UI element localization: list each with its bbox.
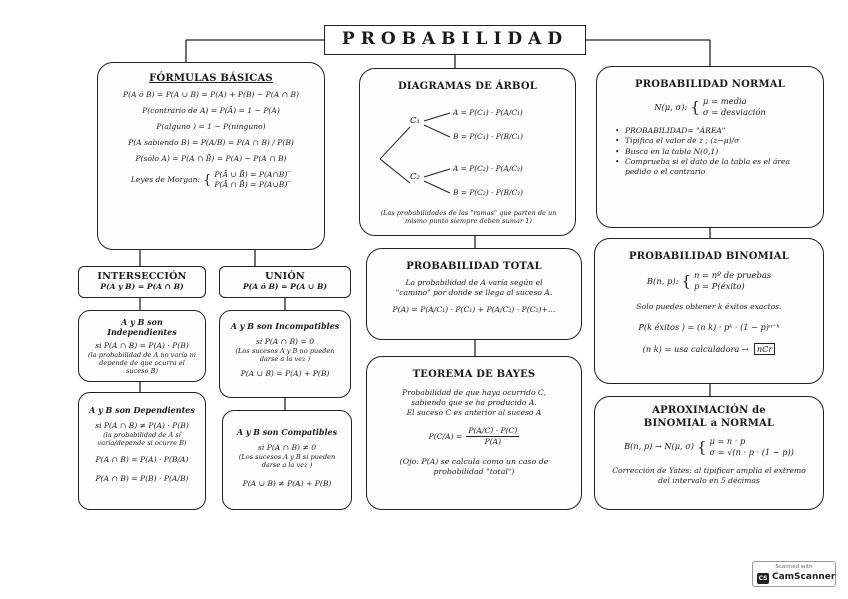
formulas-heading: FÓRMULAS BÁSICAS <box>149 73 273 84</box>
interseccion-formula: P(A y B) = P(A ∩ B) <box>100 282 184 291</box>
incompatibles-panel <box>219 310 351 398</box>
watermark-name: CamScanner <box>772 572 836 582</box>
indep-condition: si P(A ∩ B) = P(A) · P(B) <box>95 341 189 350</box>
union-heading: UNIÓN <box>265 271 305 282</box>
formula-union: P(A ó B) = P(A ∪ B) = P(A) + P(B) − P(A ∩ B) <box>123 90 299 99</box>
morgan-brace: { <box>203 172 212 188</box>
independientes-panel <box>78 310 206 382</box>
indep-title: A y B son Independientes <box>107 317 177 337</box>
binomial-text: Solo puedes obtener k éxitos exactos. <box>636 302 782 312</box>
binomial-calc: (n k) = usa calculadora → <box>642 344 749 355</box>
branch-root-c2 <box>380 159 410 183</box>
tree-leaf-4: B = P(C₂) · P(B/C₂) <box>453 188 524 197</box>
normal-dist: N(μ, σ): <box>654 101 688 112</box>
tree-heading: DIAGRAMAS DE ÁRBOL <box>397 81 538 92</box>
morgan-law-1: P(Ā ∪ B̄) = P(A∩B)‾ <box>214 170 292 180</box>
bayes-text-3: El suceso C es anterior al suceso A <box>406 408 542 418</box>
bayes-formula-left: P(C/A) = <box>428 431 463 441</box>
incomp-note: (Los sucesos A y B no pueden darse a la vez ) <box>235 347 335 364</box>
morgan-label: Leyes de Morgan: <box>130 175 201 185</box>
normal-step: • Tipifica el valor de z ; (z−μ)/σ <box>625 136 813 146</box>
branch-c2-a <box>424 169 450 177</box>
bayes-denominator: P(A) <box>484 437 502 447</box>
comp-condition: si P(A ∩ B) ≠ 0 <box>257 443 317 452</box>
bayes-text-2: sabiendo que se ha producido A. <box>411 398 537 408</box>
morgan-law-2: P(Ā ∩ B̄) = P(A∪B)‾ <box>214 180 292 190</box>
incomp-formula: P(A ∪ B) = P(A) + P(B) <box>240 369 330 379</box>
binomial-p: p = P(éxito) <box>694 281 745 292</box>
incomp-title: A y B son Incompatibles <box>230 321 340 331</box>
binomial-heading: PROBABILIDAD BINOMIAL <box>629 251 789 262</box>
total-text: La probabilidad de A varía según el "camino" por donde se llega al suceso A. <box>395 278 553 298</box>
interseccion-heading: INTERSECCIÓN <box>97 271 187 282</box>
dep-formula-1: P(A ∩ B) = P(A) · P(B/A) <box>95 455 189 465</box>
total-panel <box>366 248 582 340</box>
dependientes-panel <box>78 392 206 510</box>
bayes-text-1: Probabilidad de que haya ocurrido C, <box>402 388 546 397</box>
incomp-condition: si P(A ∩ B) = 0 <box>255 337 315 346</box>
binomial-n: n = nº de pruebas <box>694 270 772 280</box>
approx-panel <box>594 396 824 510</box>
approx-brace: { <box>697 437 707 456</box>
bayes-heading: TEOREMA DE BAYES <box>412 369 536 380</box>
comp-formula: P(A ∪ B) ≠ P(A) + P(B) <box>242 479 332 489</box>
comp-note: (Los sucesos A y B sí pueden darse a la vez ) <box>238 453 336 470</box>
comp-title: A y B son Compatibles <box>236 427 338 437</box>
bayes-numerator: P(A/C) · P(C) <box>466 426 519 437</box>
formula-only-a: P(sólo A) = P(A ∩ B̄) = P(A) − P(A ∩ B) <box>135 154 287 164</box>
union-header <box>219 266 351 298</box>
normal-heading: PROBABILIDAD NORMAL <box>635 79 785 90</box>
approx-mu: μ = n · p <box>709 436 746 446</box>
branch-root-c1 <box>380 127 410 159</box>
branch-c1-b <box>424 125 450 137</box>
normal-sigma: σ = desviación <box>702 107 766 118</box>
binomial-formula: P(k éxitos ) = (n k) · pᵏ · (1 − p)ⁿ⁻ᵏ <box>638 322 780 333</box>
normal-panel <box>596 66 824 228</box>
normal-step: • PROBABILIDAD= "ÁREA" <box>625 126 813 136</box>
camscanner-watermark <box>752 561 836 587</box>
normal-brace: { <box>690 98 700 117</box>
ncr-key: nCr <box>754 343 775 355</box>
formulas-panel <box>97 62 325 250</box>
binomial-dist: B(n, p): <box>646 275 679 286</box>
approx-note: Corrección de Yates: al tipificar amplía el extremo del intervalo en 5 décimas <box>612 465 806 485</box>
tree-leaf-2: B = P(C₁) · P(B/C₁) <box>453 132 524 141</box>
tree-note: (Las probabilidades de las "ramas" que parten de un mismo punto siempre deben sumar 1) <box>380 209 557 226</box>
formula-alguno: P(alguno ) = 1 − P(ninguno) <box>156 122 266 132</box>
bayes-note: (Ojo: P(A) se calcula como un caso de probabilidad "total") <box>399 457 549 477</box>
formula-complement: P(contrario de A) = P(Ā) = 1 − P(A) <box>142 106 280 116</box>
dep-condition: si P(A ∩ B) ≠ P(A) · P(B) <box>95 421 189 430</box>
approx-left: B(n, p) → N(μ, σ) <box>624 441 694 452</box>
binomial-brace: { <box>681 272 692 291</box>
interseccion-header <box>78 266 206 298</box>
tree-leaf-3: A = P(C₂) · P(A/C₂) <box>453 164 523 173</box>
indep-note: (la probabilidad de A no varía ni depende de que ocurra el suceso B) <box>88 351 196 376</box>
normal-step: • Busca en la tabla N(0,1) <box>625 147 813 157</box>
dep-note: (la probabilidad de A sí varía/depende si ocurre B) <box>97 431 187 448</box>
tree-node-c1: C₁ <box>410 116 420 126</box>
approx-sigma: σ = √(n · p · (1 − p)) <box>709 446 794 457</box>
branch-c1-a <box>424 113 450 121</box>
normal-mu: μ = media <box>702 96 747 106</box>
binomial-panel <box>594 238 824 384</box>
dep-formula-2: P(A ∩ B) = P(B) · P(A/B) <box>95 473 189 483</box>
normal-step: • Comprueba si el dato de la tabla es el área pedido o el contrario <box>625 157 813 178</box>
approx-heading: APROXIMACIÓN de BINOMIAL a NORMAL <box>643 405 775 429</box>
branch-c2-b <box>424 181 450 193</box>
camscanner-logo-icon: CS <box>758 575 768 582</box>
formula-conditional: P(A sabiendo B) = P(A/B) = P(A ∩ B) / P(B) <box>128 138 294 148</box>
watermark-caption: Scanned with <box>775 564 813 570</box>
union-formula: P(A ó B) = P(A ∪ B) <box>242 282 328 291</box>
bayes-panel <box>366 356 582 510</box>
total-formula: P(A) = P(A/C₁) · P(C₁) + P(A/C₂) · P(C₂)+… <box>392 305 556 315</box>
page-title: PROBABILIDAD <box>324 25 586 55</box>
tree-panel <box>359 68 576 236</box>
compatibles-panel <box>222 410 352 510</box>
total-heading: PROBABILIDAD TOTAL <box>406 261 542 272</box>
tree-leaf-1: A = P(C₁) · P(A/C₁) <box>453 108 523 117</box>
normal-steps <box>597 126 823 177</box>
dep-title: A y B son Dependientes <box>89 405 195 415</box>
tree-node-c2: C₂ <box>410 172 420 182</box>
